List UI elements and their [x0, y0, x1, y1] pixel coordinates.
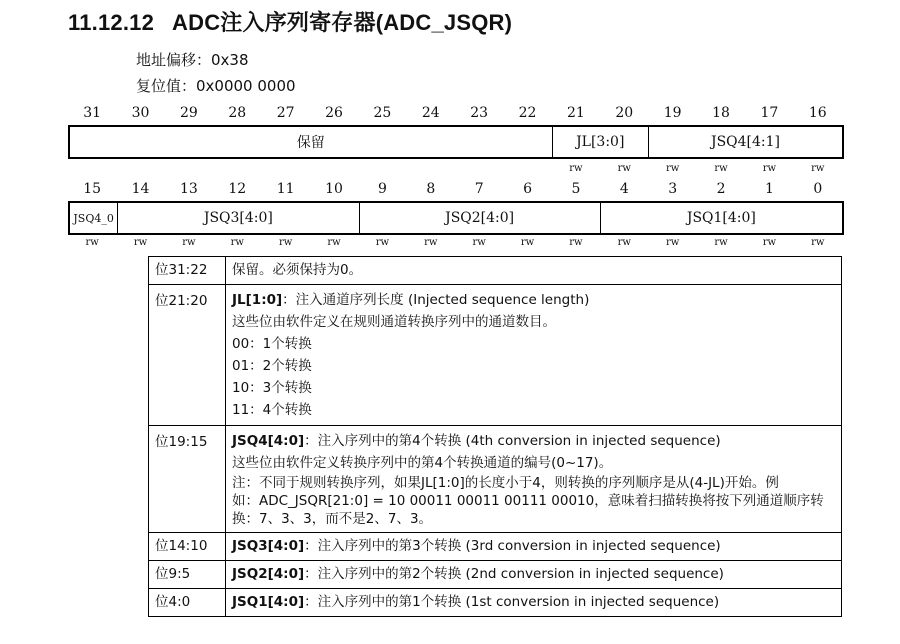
bit-number: 30 [131, 105, 150, 121]
field-jsq2: JSQ2[4:0] [360, 203, 601, 233]
access-type: rw [569, 237, 583, 248]
field-title: ：注入通道序列长度 (Injected sequence length) [282, 292, 590, 308]
field-name: JL[1:0] [232, 292, 283, 308]
description-line: 10：3个转换 [232, 380, 312, 396]
bit-number: 10 [325, 181, 343, 197]
bit-description [226, 589, 842, 617]
access-type [455, 163, 503, 177]
access-type [503, 163, 551, 177]
access-type: rw [520, 237, 535, 248]
description-line: 11：4个转换 [232, 402, 312, 418]
field-name: JSQ3[4:0] [232, 538, 305, 554]
access-type: rw [133, 237, 148, 248]
bit-number: 19 [663, 105, 682, 121]
bit-number: 20 [615, 105, 634, 121]
bit-range: 位21:20 [149, 285, 226, 426]
access-type: rw [279, 237, 293, 248]
bit-description-table [148, 256, 842, 617]
address-offset: 地址偏移：0x38 [136, 51, 249, 69]
bit-number: 28 [228, 105, 247, 121]
access-type [310, 163, 358, 177]
section-title: ADC注入序列寄存器(ADC_JSQR) [172, 10, 513, 35]
field-name: JSQ2[4:0] [232, 566, 305, 582]
bit-number: 17 [760, 105, 779, 121]
bit-range: 位4:0 [149, 589, 226, 617]
field-title: ：注入序列中的第4个转换 (4th conversion in injected sequence) [304, 433, 721, 449]
bit-range: 位14:10 [149, 533, 226, 561]
bit-range: 位9:5 [149, 561, 226, 589]
access-type: rw [182, 237, 196, 248]
description-line: 这些位由软件定义在规则通道转换序列中的通道数目。 [232, 314, 556, 330]
access-type: rw [666, 163, 680, 174]
access-type: rw [811, 237, 825, 248]
description-line: 这些位由软件定义转换序列中的第4个转换通道的编号(0~17)。 [232, 455, 613, 471]
bit-number: 21 [567, 105, 585, 121]
field-jsq4-bit0: JSQ4_0 [70, 203, 118, 233]
access-type: rw [569, 163, 583, 174]
bit-number: 2 [716, 181, 726, 197]
bit-number: 25 [373, 105, 392, 121]
bit-number: 15 [83, 181, 102, 197]
bit-number: 0 [813, 181, 823, 197]
lower-bit-numbers [68, 181, 842, 199]
field-jl: JL[3:0] [553, 127, 650, 157]
register-upper [68, 125, 844, 159]
bit-range: 位19:15 [149, 426, 226, 533]
upper-access [68, 163, 842, 177]
access-type: rw [327, 237, 341, 248]
section-number: 11.12.12 [68, 10, 155, 35]
access-type: rw [714, 237, 728, 248]
access-type [262, 163, 310, 177]
table-row [149, 257, 842, 285]
bit-number: 1 [764, 181, 774, 197]
bit-number: 23 [470, 105, 489, 121]
bit-number: 11 [276, 181, 295, 197]
bit-description: 保留。必须保持为0。 [226, 257, 842, 285]
access-type: rw [424, 237, 438, 248]
table-row [149, 533, 842, 561]
access-type: rw [230, 237, 244, 248]
access-type [116, 163, 164, 177]
description-line: 00：1个转换 [232, 336, 312, 352]
bit-number: 3 [668, 181, 678, 197]
access-type [358, 163, 406, 177]
upper-bit-numbers [68, 105, 842, 123]
bit-number: 13 [180, 181, 198, 197]
field-title: ：注入序列中的第3个转换 (3rd conversion in injected sequence) [304, 538, 721, 554]
access-type: rw [472, 237, 486, 248]
field-title: ：注入序列中的第2个转换 (2nd conversion in injected sequence) [304, 566, 724, 582]
bit-range: 位31:22 [149, 257, 226, 285]
note-line: 注：不同于规则转换序列，如果JL[1:0]的长度小于4，则转换的序列顺序是从(4-JL)开始。例 [232, 475, 779, 491]
access-type: rw [617, 163, 631, 174]
bit-number: 4 [619, 181, 629, 197]
access-type: rw [811, 163, 825, 174]
access-type: rw [666, 237, 680, 248]
field-jsq3: JSQ3[4:0] [118, 203, 359, 233]
field-reserved: 保留 [70, 127, 553, 157]
table-row [149, 285, 842, 426]
note-line: 如：ADC_JSQR[21:0] = 10 00011 00011 00111 00010，意味着扫描转换将按下列通道顺序转 [232, 493, 824, 509]
access-type: rw [762, 237, 777, 248]
bit-number: 14 [131, 181, 150, 197]
bit-number: 26 [325, 105, 343, 121]
table-row [149, 589, 842, 617]
access-type: rw [762, 163, 777, 174]
bit-description [226, 426, 842, 533]
note-line: 换：7、3、3，而不是2、7、3。 [232, 511, 433, 527]
bit-number: 8 [426, 181, 436, 197]
field-name: JSQ4[4:0] [232, 433, 305, 449]
bit-number: 27 [276, 105, 295, 121]
bit-number: 12 [228, 181, 247, 197]
bit-number: 31 [83, 105, 102, 121]
bit-number: 7 [474, 181, 484, 197]
access-type: rw [617, 237, 631, 248]
bit-description [226, 285, 842, 426]
bit-description [226, 561, 842, 589]
register-lower [68, 201, 844, 235]
lower-access [68, 237, 842, 251]
access-type: rw [714, 163, 728, 174]
access-type [165, 163, 213, 177]
table-row [149, 426, 842, 533]
field-title: ：注入序列中的第1个转换 (1st conversion in injected sequence) [304, 594, 720, 610]
bit-number: 24 [421, 105, 440, 121]
bit-number: 6 [523, 181, 533, 197]
bit-number: 29 [180, 105, 198, 121]
bit-description [226, 533, 842, 561]
bit-number: 5 [571, 181, 581, 197]
access-type: rw [375, 237, 390, 248]
description-line: 01：2个转换 [232, 358, 312, 374]
access-type: rw [85, 237, 99, 248]
bit-number: 16 [808, 105, 827, 121]
reset-value: 复位值：0x0000 0000 [136, 77, 296, 95]
bit-number: 22 [518, 105, 537, 121]
field-jsq1: JSQ1[4:0] [686, 210, 756, 226]
field-name: JSQ1[4:0] [232, 594, 305, 610]
access-type [213, 163, 261, 177]
bit-number: 9 [377, 181, 387, 197]
access-type [407, 163, 455, 177]
section-heading [68, 6, 512, 37]
field-jsq4-high: JSQ4[4:1] [710, 134, 781, 150]
access-type [68, 163, 116, 177]
bit-number: 18 [712, 105, 730, 121]
table-row [149, 561, 842, 589]
